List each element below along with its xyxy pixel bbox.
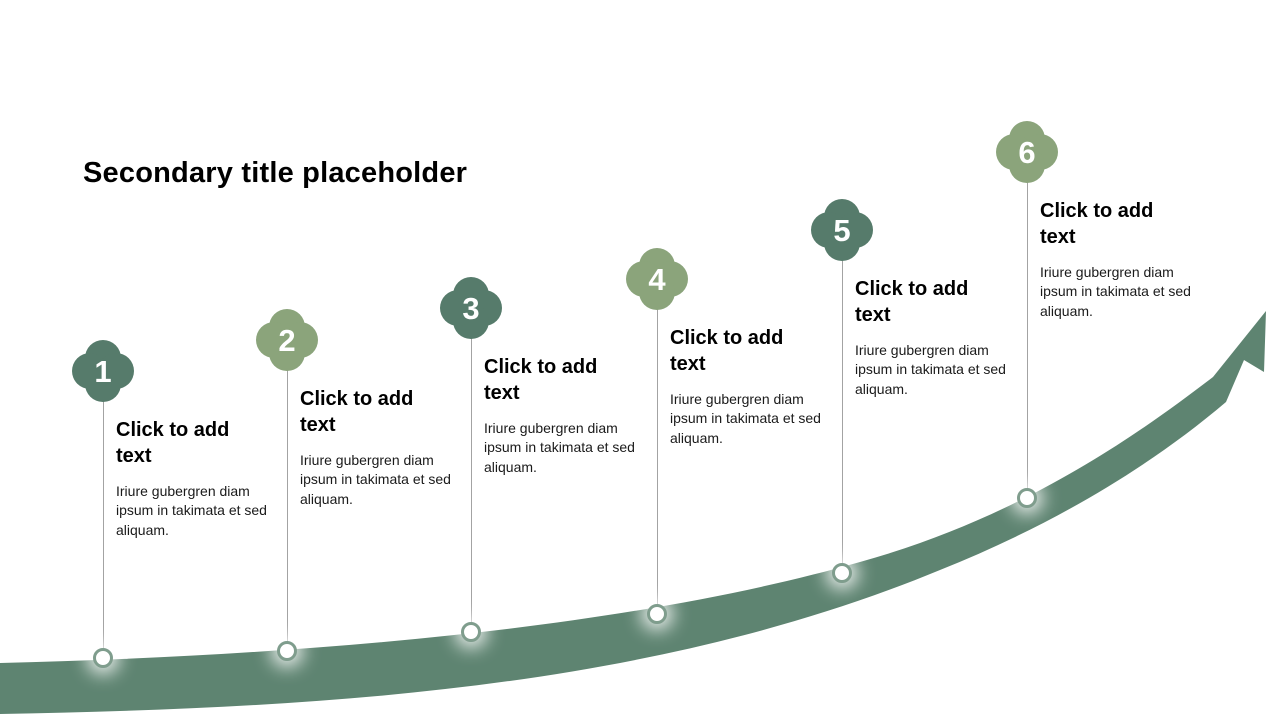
- milestone-1-text: [116, 417, 284, 540]
- milestone-4-number: 4: [648, 262, 666, 297]
- milestone-6-text: [1040, 198, 1208, 321]
- milestone-1-heading[interactable]: Click to add text: [116, 419, 230, 467]
- milestone-5-connector-line: [842, 258, 843, 564]
- milestone-2-body[interactable]: Iriure gubergren diam ipsum in takimata et sed aliquam.: [300, 452, 451, 507]
- quatrefoil-icon: [439, 276, 503, 340]
- milestone-5-text: [855, 276, 1023, 399]
- milestone-5-badge[interactable]: [810, 198, 874, 262]
- milestone-2-connector-line: [287, 368, 288, 642]
- milestone-6-heading[interactable]: Click to add text: [1040, 200, 1154, 248]
- quatrefoil-icon: [255, 308, 319, 372]
- milestone-3-node-circle: [461, 622, 481, 642]
- milestone-4-heading[interactable]: Click to add text: [670, 327, 784, 375]
- milestone-2-text: [300, 386, 468, 509]
- milestone-3-heading[interactable]: Click to add text: [484, 356, 598, 404]
- milestone-1-body[interactable]: Iriure gubergren diam ipsum in takimata et sed aliquam.: [116, 483, 267, 538]
- milestone-4-body[interactable]: Iriure gubergren diam ipsum in takimata et sed aliquam.: [670, 391, 821, 446]
- milestone-6-badge[interactable]: [995, 120, 1059, 184]
- milestone-3-number: 3: [462, 291, 480, 326]
- milestone-2-node-circle: [277, 641, 297, 661]
- milestone-4-connector-line: [657, 307, 658, 605]
- milestone-6-number: 6: [1018, 135, 1036, 170]
- milestone-2-badge[interactable]: [255, 308, 319, 372]
- milestone-3-text: [484, 354, 652, 477]
- milestone-4-text: [670, 325, 838, 448]
- milestone-5-number: 5: [833, 213, 851, 248]
- milestone-1-number: 1: [94, 354, 112, 389]
- milestone-3-connector-line: [471, 336, 472, 623]
- milestone-6-connector-line: [1027, 180, 1028, 489]
- milestone-4-node-circle: [647, 604, 667, 624]
- quatrefoil-icon: [625, 247, 689, 311]
- milestone-3-body[interactable]: Iriure gubergren diam ipsum in takimata et sed aliquam.: [484, 420, 635, 475]
- milestone-5-node-circle: [832, 563, 852, 583]
- milestone-4-badge[interactable]: [625, 247, 689, 311]
- quatrefoil-icon: [810, 198, 874, 262]
- milestone-1-node-circle: [93, 648, 113, 668]
- quatrefoil-icon: [995, 120, 1059, 184]
- milestone-2-number: 2: [278, 323, 296, 358]
- milestone-1-badge[interactable]: [71, 339, 135, 403]
- slide-title[interactable]: Secondary title placeholder: [83, 157, 468, 189]
- milestone-3-badge[interactable]: [439, 276, 503, 340]
- milestone-5-body[interactable]: Iriure gubergren diam ipsum in takimata et sed aliquam.: [855, 342, 1006, 397]
- milestone-6-node-circle: [1017, 488, 1037, 508]
- quatrefoil-icon: [71, 339, 135, 403]
- milestone-5-heading[interactable]: Click to add text: [855, 278, 969, 326]
- milestone-6-body[interactable]: Iriure gubergren diam ipsum in takimata et sed aliquam.: [1040, 264, 1191, 319]
- milestone-1-connector-line: [103, 399, 104, 649]
- milestone-2-heading[interactable]: Click to add text: [300, 388, 414, 436]
